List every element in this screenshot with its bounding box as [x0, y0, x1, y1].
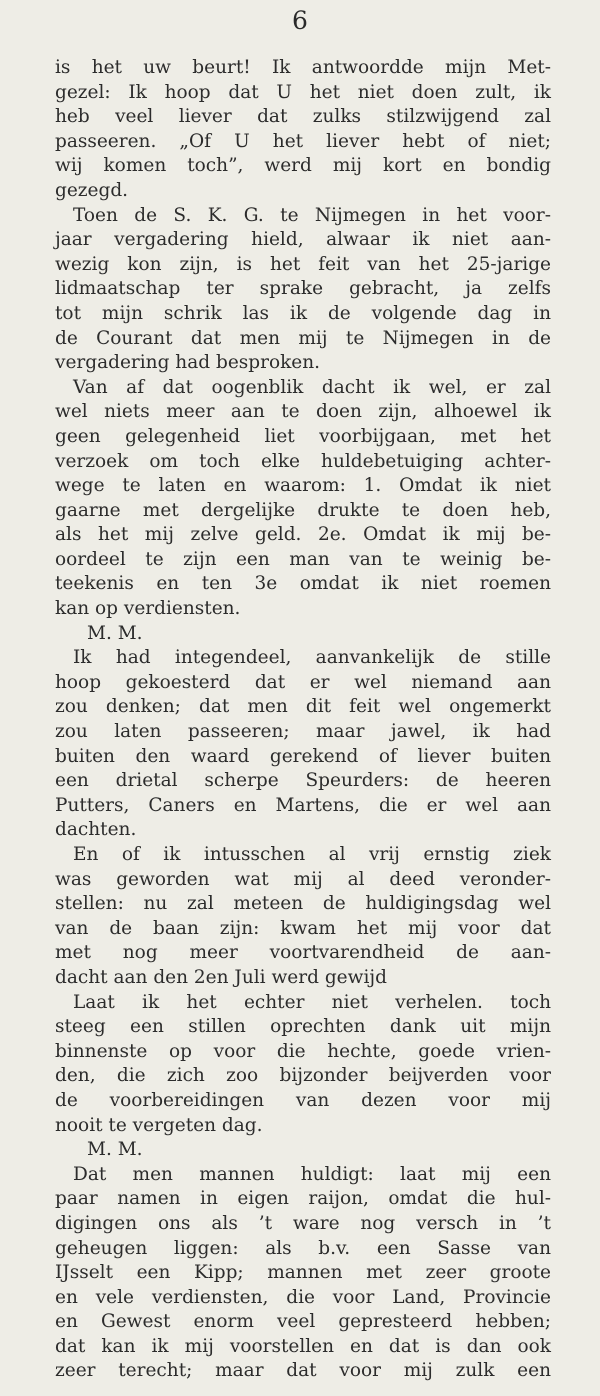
text-line: steeg een stillen oprechten dank uit mijn	[55, 1016, 551, 1038]
text-line: buiten den waard gerekend of liever buiten	[55, 745, 551, 767]
text-line: hoop gekoesterd dat er wel niemand aan	[55, 671, 551, 693]
text-line: was geworden wat mij al deed veronder-	[55, 868, 551, 890]
text-line: van de baan zijn: kwam het mij voor dat	[55, 917, 551, 939]
text-line: gezegd.	[55, 179, 129, 201]
text-line: geheugen liggen: als b.v. een Sasse van	[55, 1237, 551, 1259]
text-line: jaar vergadering hield, alwaar ik niet aan-	[55, 229, 551, 251]
text-line: paar namen in eigen raijon, omdat die hul-	[55, 1188, 551, 1210]
text-line: digingen ons als ’t ware nog versch in ’t	[55, 1212, 551, 1234]
text-line: als het mij zelve geld. 2e. Omdat ik mij be-	[55, 524, 551, 546]
text-line: met nog meer voortvarendheid de aan-	[55, 942, 551, 964]
text-line: de Courant dat men mij te Nijmegen in de	[55, 327, 551, 349]
text-line: de voorbereidingen van dezen voor mij	[55, 1089, 551, 1111]
text-line: lidmaatschap ter sprake gebracht, ja zelfs	[55, 278, 551, 300]
text-line: binnenste op voor die hechte, goede vrien-	[55, 1040, 551, 1062]
text-line: is het uw beurt! Ik antwoordde mijn Met-	[55, 57, 551, 78]
text-line: geen gelegenheid liet voorbijgaan, met het	[55, 425, 551, 447]
text-line: gaarne met dergelijke drukte te doen heb,	[55, 499, 551, 521]
text-line: wij komen toch”, werd mij kort en bondig	[55, 155, 551, 177]
text-line: verzoek om toch elke huldebetuiging achter-	[55, 450, 551, 472]
text-line: den, die zich zoo bijzonder beijverden voor	[55, 1065, 551, 1087]
text-line: nooit te vergeten dag.	[55, 1114, 263, 1136]
text-line: wege te laten en waarom: 1. Omdat ik niet	[55, 475, 551, 497]
text-line: zou denken; dat men dit feit wel ongemerkt	[55, 696, 551, 718]
text-line: Van af dat oogenblik dacht ik wel, er zal	[73, 376, 551, 398]
text-line: dat kan ik mij voorstellen en dat is dan ook	[55, 1335, 551, 1357]
text-line: Laat ik het echter niet verhelen. toch	[73, 991, 551, 1013]
text-line: dachten.	[55, 819, 137, 841]
page-number: 6	[292, 6, 308, 35]
text-line: zou laten passeeren; maar jawel, ik had	[55, 721, 551, 743]
text-line: Ik had integendeel, aanvankelijk de stille	[73, 647, 551, 669]
text-line: En of ik intusschen al vrij ernstig ziek	[73, 844, 551, 865]
text-line: wel niets meer aan te doen zijn, alhoewel ik	[55, 401, 551, 423]
signature-initials: M. M.	[87, 622, 143, 644]
text-line: passeeren. „Of U het liever hebt of niet;	[55, 130, 551, 152]
text-line: een drietal scherpe Speurders: de heeren	[55, 770, 551, 792]
text-line: wezig kon zijn, is het feit van het 25-jarige	[55, 253, 551, 275]
text-line: tot mijn schrik las ik de volgende dag in	[55, 302, 551, 324]
text-line: Dat men mannen huldigt: laat mij een	[73, 1163, 551, 1185]
text-line: Toen de S. K. G. te Nijmegen in het voor-	[73, 204, 551, 226]
text-line: teekenis en ten 3e omdat ik niet roemen	[55, 573, 551, 595]
signature-initials: M. M.	[87, 1139, 143, 1161]
text-line: heb veel liever dat zulks stilzwijgend zal	[55, 106, 551, 128]
text-line: stellen: nu zal meteen de huldigingsdag wel	[55, 893, 551, 915]
text-line: IJsselt een Kipp; mannen met zeer groote	[55, 1262, 551, 1284]
text-line: en vele verdiensten, die voor Land, Provincie	[55, 1286, 551, 1308]
text-line: en Gewest enorm veel gepresteerd hebben;	[55, 1311, 551, 1333]
text-line: zeer terecht; maar dat voor mij zulk een	[55, 1360, 551, 1382]
text-line: vergadering had besproken.	[55, 352, 321, 374]
text-line: kan op verdiensten.	[55, 598, 241, 620]
text-line: dacht aan den 2en Juli werd gewijd	[55, 966, 387, 988]
text-line: gezel: Ik hoop dat U het niet doen zult, ik	[55, 81, 551, 103]
body-text	[55, 56, 551, 1384]
text-line: Putters, Caners en Martens, die er wel aan	[55, 794, 551, 816]
text-line: oordeel te zijn een man van te weinig be-	[55, 548, 551, 570]
